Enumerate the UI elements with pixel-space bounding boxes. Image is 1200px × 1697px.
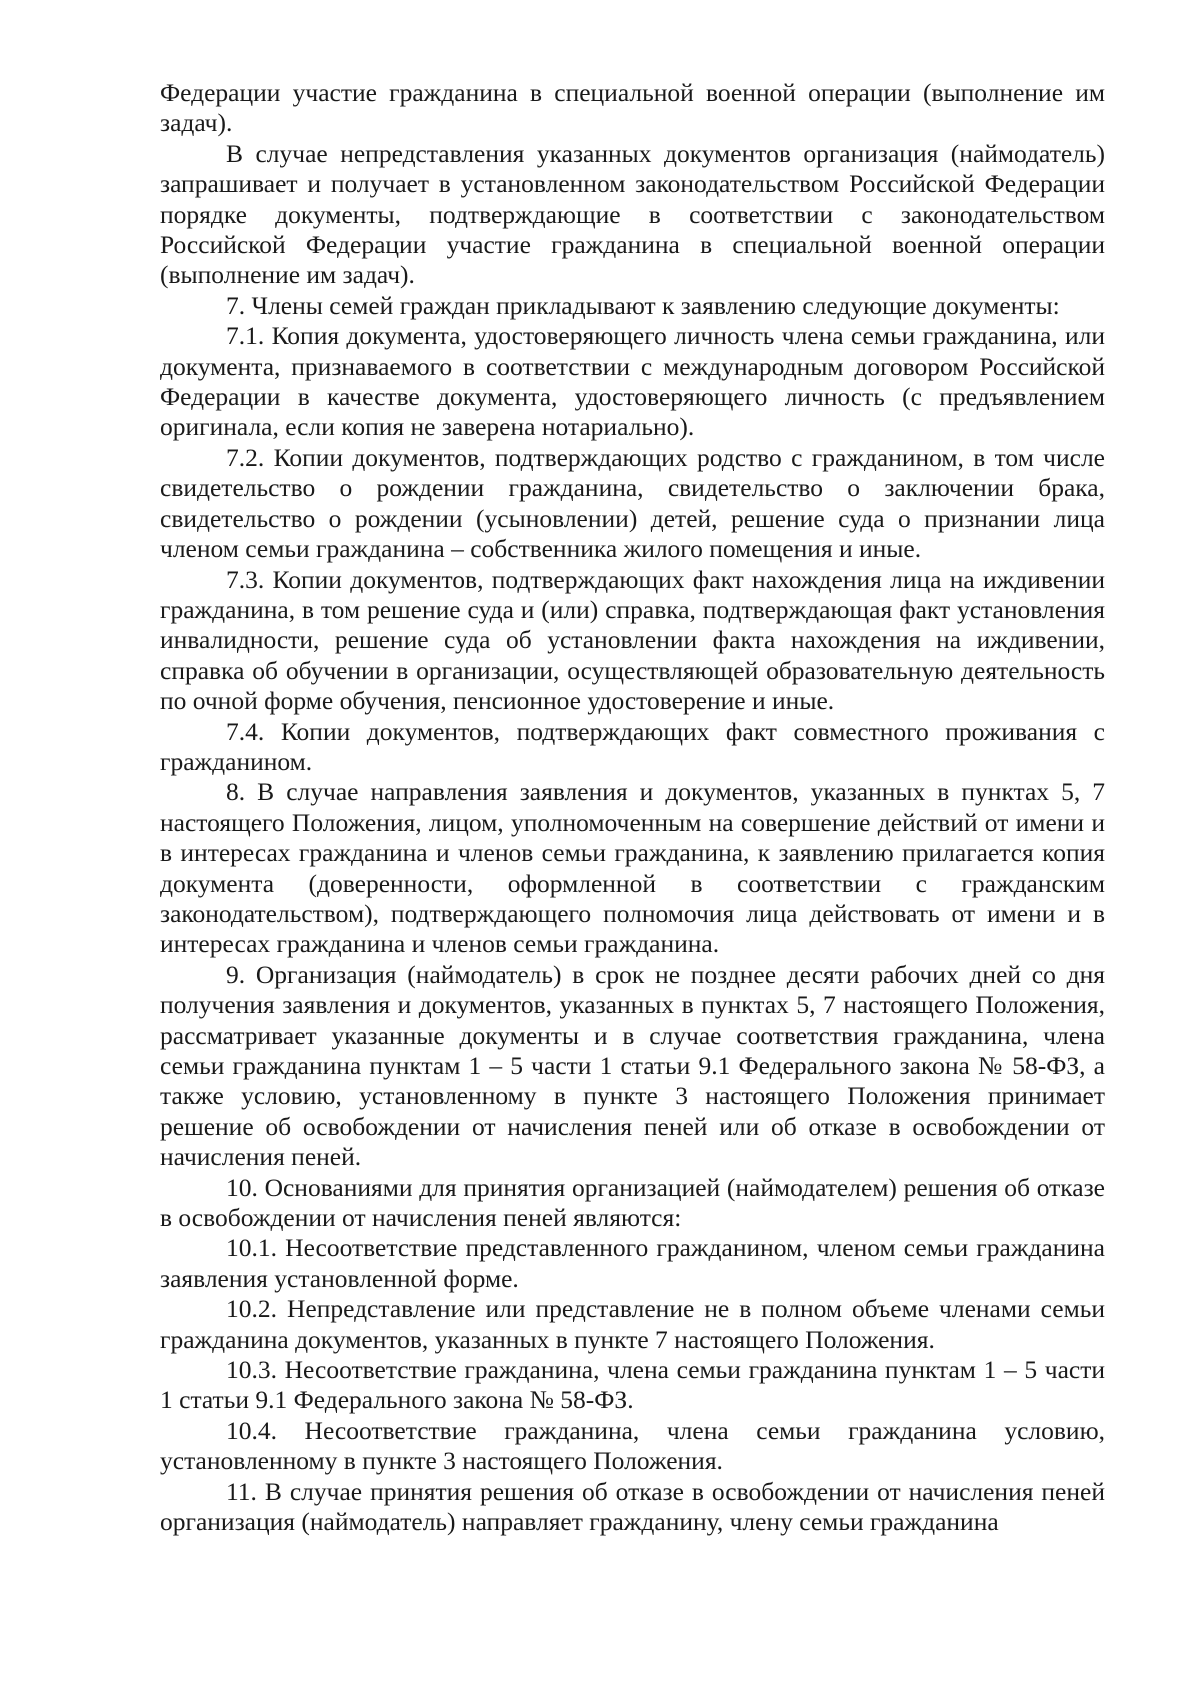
- paragraph-7-1: 7.1. Копия документа, удостоверяющего личность члена семьи гражданина, или документа, признаваемого в соответствии с международным договором Российской Федерации в качестве документа, удостоверяющего личность (с предъявлением оригинала, если копия не заверена нотариально).: [160, 321, 1105, 442]
- paragraph-7: 7. Члены семей граждан прикладывают к заявлению следующие документы:: [226, 290, 1060, 320]
- paragraph-8: 8. В случае направления заявления и документов, указанных в пунктах 5, 7 настоящего Положения, лицом, уполномоченным на совершение действий от имени и в интересах гражданина и членов семьи гражданина, к заявлению прилагается копия документа (доверенности, оформленной в соответствии с гражданским законодательством), подтверждающего полномочия лица действовать от имени и в интересах гражданина и членов семьи гражданина.: [160, 777, 1105, 959]
- paragraph-7-3: 7.3. Копии документов, подтверждающих факт нахождения лица на иждивении гражданина, в том решение суда и (или) справка, подтверждающая факт установления инвалидности, решение суда об установлении факта нахождения на иждивении, справка об обучении в организации, осуществляющей образовательную деятельность по очной форме обучения, пенсионное удостоверение и иные.: [160, 564, 1105, 716]
- paragraph-6-request: В случае непредставления указанных документов организация (наймодатель) запрашивает и получает в установленном законодательством Российской Федерации порядке документы, подтверждающие в соответствии с законодательством Российской Федерации участие гражданина в специальной военной операции (выполнение им задач).: [160, 138, 1105, 290]
- paragraph-10-2: 10.2. Непредставление или представление не в полном объеме членами семьи гражданина документов, указанных в пункте 7 настоящего Положения.: [160, 1294, 1105, 1354]
- paragraph-9: 9. Организация (наймодатель) в срок не позднее десяти рабочих дней со дня получения заявления и документов, указанных в пунктах 5, 7 настоящего Положения, рассматривает указанные документы и в случае соответствия гражданина, члена семьи гражданина пунктам 1 – 5 части 1 статьи 9.1 Федерального закона № 58-ФЗ, а также условию, установленному в пункте 3 настоящего Положения принимает решение об освобождении от начисления пеней или об отказе в освобождении от начисления пеней.: [160, 959, 1105, 1172]
- paragraph-10: 10. Основаниями для принятия организацией (наймодателем) решения об отказе в освобождении от начисления пеней являются:: [160, 1172, 1105, 1233]
- paragraph-7-2: 7.2. Копии документов, подтверждающих родство с гражданином, в том числе свидетельство о рождении гражданина, свидетельство о заключении брака, свидетельство о рождении (усыновлении) детей, решение суда о признании лица членом семьи гражданина – собственника жилого помещения и иные.: [160, 442, 1105, 564]
- paragraph-10-1: 10.1. Несоответствие представленного гражданином, членом семьи гражданина заявления установленной форме.: [160, 1233, 1105, 1293]
- paragraph-10-3: 10.3. Несоответствие гражданина, члена семьи гражданина пунктам 1 – 5 части 1 статьи 9.1 Федерального закона № 58-ФЗ.: [160, 1355, 1105, 1415]
- paragraph-continuation: Федерации участие гражданина в специальной военной операции (выполнение им задач).: [160, 78, 1105, 138]
- paragraph-11: 11. В случае принятия решения об отказе в освобождении от начисления пеней организация (наймодатель) направляет гражданину, члену семьи гражданина: [160, 1476, 1105, 1537]
- paragraph-7-4: 7.4. Копии документов, подтверждающих факт совместного проживания с гражданином.: [160, 716, 1105, 776]
- paragraph-10-4: 10.4. Несоответствие гражданина, члена семьи гражданина условию, установленному в пункте 3 настоящего Положения.: [160, 1415, 1105, 1476]
